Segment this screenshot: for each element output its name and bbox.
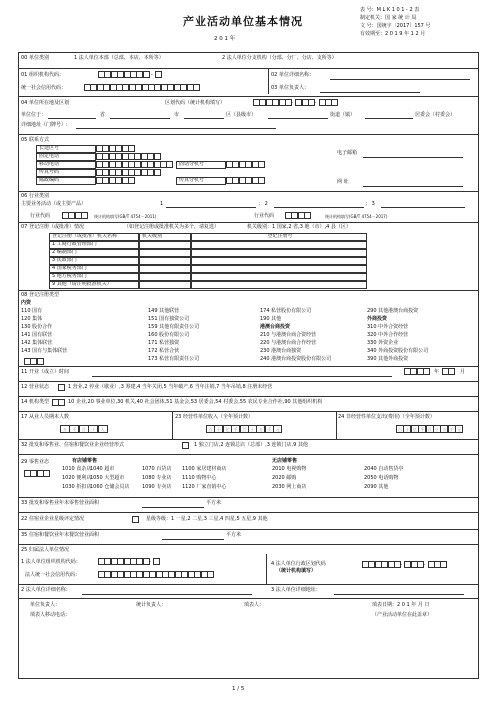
- document-number: 文 号：国统字〔2017〕157 号: [360, 23, 431, 29]
- credit-code-label: 统一社会信用代码：: [21, 85, 67, 91]
- fax-ext-boxes[interactable]: [226, 177, 264, 185]
- mobile-boxes[interactable]: [96, 161, 173, 169]
- reg-type-item: 149 其他联营: [148, 308, 180, 314]
- start-year-boxes[interactable]: [404, 368, 430, 376]
- reg-row-authority: 9 其他（请注明批准机关）: [49, 281, 139, 289]
- retail-format-item: 1020 便利店: [62, 475, 92, 481]
- hotel-rating-options: 星级等级：1 一星,2 二星,3 三星,4 四星,5 五星,9 其他: [146, 516, 268, 522]
- reg-type-item: 141 国有联营: [21, 332, 53, 338]
- city-field[interactable]: [110, 118, 170, 119]
- website-field[interactable]: [363, 186, 463, 187]
- operating-status-options: 1 营业,2 停业（歇业）,3 筹建,4 当年关闭,5 当年破产,6 当年注销,7 当年吊销,8 注册未经营: [68, 384, 273, 390]
- district-field[interactable]: [184, 118, 224, 119]
- retail-format-item: 1060 仓储会员店: [90, 484, 130, 490]
- reg-type-item: 外商投资: [367, 316, 388, 322]
- digit-box[interactable]: 人: [98, 425, 108, 433]
- retail-format-item: 2010 电视购物: [272, 466, 307, 472]
- activity-1-field[interactable]: [166, 207, 256, 208]
- retail-format-item: 1080 专业店: [142, 475, 172, 481]
- province-field[interactable]: [48, 118, 96, 119]
- reg-type-item: 143 国有与集体联营: [21, 348, 68, 354]
- org-code-boxes[interactable]: -: [98, 71, 161, 79]
- filler-mobile: 填表人移动电话：: [30, 612, 71, 618]
- parent-division-note: （统计机构填写）: [276, 568, 317, 574]
- reg-type-item: 内资: [21, 300, 32, 306]
- activity-2-label: ； 2: [258, 201, 268, 207]
- digit-box[interactable]: 亿: [223, 425, 232, 433]
- activity-3-field[interactable]: [381, 207, 465, 208]
- unit-category-option-2[interactable]: 2 法人单位分支机构（分部、分厂、分店、支所等）: [222, 55, 337, 61]
- org-type-boxes[interactable]: [52, 399, 65, 407]
- committee-field[interactable]: [365, 118, 413, 119]
- reg-row-level[interactable]: [139, 241, 191, 249]
- reg-type-item: 174 私营股份有限公司: [260, 308, 312, 314]
- retail-format-item: 1040 超市: [90, 466, 115, 472]
- digit-box[interactable]: 十: [435, 427, 440, 432]
- reg-type-item: 159 其他有限责任公司: [148, 324, 200, 330]
- industry-code-label: 行业代码: [30, 213, 51, 219]
- retail-format-item: 2040 自动售货亭: [364, 466, 404, 472]
- activity-2-field[interactable]: [274, 207, 364, 208]
- area-code-label: 长途区号: [36, 145, 96, 153]
- mobile-label: 移动电话: [36, 161, 96, 169]
- reg-type-item: 120 集体: [21, 316, 43, 322]
- division-code-label: 区划代码（统计机构填写）: [165, 100, 226, 106]
- employees-label: 17 从业人员期末人数: [21, 414, 69, 420]
- digit-box[interactable]: 十: [88, 425, 98, 433]
- industry-code-2017-note: 统计机构填写(GB/T 4754－2017): [325, 214, 388, 219]
- digit-box[interactable]: 万: [442, 427, 447, 432]
- digit-box[interactable]: 千: [420, 427, 425, 432]
- digit-box[interactable]: 亿: [412, 427, 417, 432]
- retail-format-item: 2030 网上商店: [272, 484, 307, 490]
- reg-type-item: 230 港澳台商独资: [260, 348, 302, 354]
- reg-type-item: 港澳台商投资: [260, 324, 291, 330]
- city-label: 市: [174, 112, 180, 118]
- reg-row-number[interactable]: [191, 257, 367, 265]
- retail-format-item: 2050 电话购物: [364, 475, 399, 481]
- retail-format-item: 1100 家居建材商店: [182, 466, 227, 472]
- activity-1-label: 1: [160, 201, 164, 207]
- digit-box[interactable]: 千: [449, 427, 454, 432]
- digit-box[interactable]: 千: [265, 425, 274, 433]
- parent-credit-code-label: 法人统一社会信用代码：: [25, 572, 81, 578]
- digit-box[interactable]: 十: [214, 425, 223, 433]
- parent-credit-code-boxes[interactable]: [98, 571, 213, 579]
- email-field[interactable]: [363, 157, 463, 158]
- website-label: 网 址: [337, 179, 349, 185]
- industry-code-2017-boxes[interactable]: [285, 212, 311, 220]
- digit-box[interactable]: 元: [273, 425, 282, 433]
- reg-type-item: 310 中外合资经营: [367, 324, 409, 330]
- org-type-label: 14 机构类型: [21, 399, 49, 405]
- digit-box[interactable]: 百: [398, 427, 402, 432]
- industry-code-note: 统计机构填写(GB/T 4754－2011): [94, 214, 157, 219]
- operating-status-box[interactable]: [58, 384, 64, 392]
- reg-row-level[interactable]: [139, 265, 191, 273]
- reg-row-authority: 2 编制部门: [49, 249, 139, 257]
- revenue-boxes[interactable]: [206, 425, 282, 433]
- division-code-boxes[interactable]: - -: [253, 99, 338, 107]
- reg-row-number[interactable]: [191, 265, 367, 273]
- parent-address-label: 3 法人单位详细地址：: [271, 587, 321, 593]
- digit-box[interactable]: 十: [405, 427, 410, 432]
- issuing-authority: 制定机关：国 家 统 计 局: [360, 15, 417, 21]
- reg-type-item: 110 国有: [21, 308, 43, 314]
- committee-label: 居委会（村委会）: [415, 112, 456, 118]
- expense-boxes[interactable]: [396, 425, 463, 433]
- reg-type-item: 320 中外合作经营: [367, 332, 409, 338]
- landline-ext-boxes[interactable]: [226, 161, 264, 169]
- retail-format-item: 2090 其他: [364, 484, 389, 490]
- industry-code-boxes[interactable]: [62, 212, 88, 220]
- reg-row-level[interactable]: [139, 273, 191, 281]
- retail-format-boxes[interactable]: [24, 470, 50, 478]
- registration-note: （如登记注册或批准机关为多个，请复选）: [124, 224, 220, 230]
- reg-row-number[interactable]: [191, 241, 367, 249]
- detail-address-label: 详细地址（门牌号）:: [21, 122, 68, 128]
- reg-type-item: 330 外资企业: [367, 340, 399, 346]
- reg-type-item: 220 与港澳台商合作经营: [260, 340, 317, 346]
- unit-category-option-1[interactable]: 1 法人单位本部（总部、本店、本所等）: [74, 55, 164, 61]
- reg-type-item: 130 股份合作: [21, 324, 53, 330]
- retail-area-unit: 平方米: [206, 500, 222, 506]
- unit-category-label: 00 单位类别: [21, 55, 49, 61]
- unit-head-label: 03 单位负责人：: [271, 85, 309, 91]
- revenue-label: 23 经营性单位收入（全年预计数）: [175, 414, 253, 420]
- reg-row-authority: 5 地方税务部门: [49, 273, 139, 281]
- industry-code-2017-label: 行业代码: [254, 213, 275, 219]
- fax-label: 传真号码: [36, 169, 96, 177]
- reg-type-item: 151 国有独资公司: [148, 316, 190, 322]
- reg-type-item: 240 港澳台商投资股份有限公司: [260, 356, 332, 362]
- unit-head-sign: 单位负责人：: [30, 602, 61, 608]
- org-code-label: 01 组织机构代码：: [21, 72, 64, 78]
- digit-box[interactable]: 千: [231, 425, 240, 433]
- form-number: 表 号：M L K 1 0 1 - 2 表: [360, 7, 420, 13]
- located-in-label: 单位位于：: [21, 112, 47, 118]
- email-label: 电子邮箱: [337, 150, 358, 156]
- reg-row-number[interactable]: [191, 273, 367, 281]
- parent-address-field[interactable]: [334, 594, 464, 595]
- parent-org-code-boxes[interactable]: -: [98, 558, 160, 566]
- retail-format-item: 1050 大型超市: [90, 475, 125, 481]
- digit-box[interactable]: 百: [427, 427, 432, 432]
- reg-row-number[interactable]: [191, 249, 367, 257]
- operating-status-label: 12 营业状态: [21, 384, 49, 390]
- area-code-boxes[interactable]: [96, 145, 134, 153]
- start-month-boxes[interactable]: [442, 368, 455, 376]
- reg-type-item: 172 私营合伙: [148, 348, 180, 354]
- reg-col-authority: 登记注册（或批准）机关名称: [49, 233, 139, 241]
- seal-note: （产业活动单位在此盖章）: [372, 612, 433, 618]
- reg-row-level[interactable]: [139, 257, 191, 265]
- fax-boxes[interactable]: [96, 169, 160, 177]
- retail-area-field[interactable]: [142, 507, 204, 508]
- province-label: 省: [100, 112, 106, 118]
- activity-3-label: ； 3: [365, 201, 375, 207]
- business-form-box[interactable]: [182, 442, 188, 450]
- retail-format-item: 2020 邮购: [272, 475, 297, 481]
- unit-name-field[interactable]: [330, 79, 470, 80]
- hotel-rating-label: 22 住宿业企业星级评定情况: [21, 516, 84, 522]
- retail-area-label: 33 批发和零售业年末零售营业面积: [21, 500, 99, 506]
- postcode-boxes[interactable]: [96, 177, 134, 185]
- detail-address-field[interactable]: [76, 128, 276, 129]
- hotel-rating-box[interactable]: [132, 516, 138, 524]
- digit-box[interactable]: 十: [248, 425, 257, 433]
- start-time-label: 11 开业（成立）时间: [21, 369, 69, 375]
- parent-unit-label: 25 归属法人单位情况: [21, 547, 69, 553]
- retail-format-item: 1120 厂家直销中心: [182, 484, 227, 490]
- retail-format-item: 1090 专卖店: [142, 484, 172, 490]
- street-field[interactable]: [268, 118, 328, 119]
- reg-row-level[interactable]: [139, 281, 191, 289]
- digit-box[interactable]: 万: [256, 425, 265, 433]
- employees-boxes[interactable]: [60, 425, 107, 433]
- reg-type-item: 171 私营独资: [148, 340, 180, 346]
- reg-row-level[interactable]: [139, 249, 191, 257]
- industry-label: 06 行业类别: [21, 193, 49, 199]
- credit-code-boxes[interactable]: [84, 84, 199, 92]
- authority-level-note: 机关级别：1 国家,2 省,3 地（市）,4 县（区）: [247, 224, 351, 230]
- org-type-options: 10 企业,20 事业单位,30 机关,40 社会团体,51 基金会,53 居委会,54 村委会,55 农民专业合作社,90 其他组织机构: [68, 399, 323, 405]
- expense-label: 24 非经营性单位支出(费用)（全年预计数）: [338, 414, 435, 420]
- reg-row-authority: 4 国家税务部门: [49, 265, 139, 273]
- reg-type-label: 08 登记注册类型: [21, 292, 59, 298]
- reg-row-number[interactable]: [191, 281, 367, 289]
- year-label: 年: [434, 369, 440, 375]
- store-retail-heading: 有店铺零售: [72, 458, 98, 464]
- reg-type-boxes[interactable]: [24, 358, 43, 366]
- unit-name-label: 02 单位详细名称：: [271, 72, 314, 78]
- business-form-options: 1 独立门店,2 连锁总店（总部）,3 连锁门店,9 其他: [194, 442, 308, 448]
- landline-label: 固定电话: [36, 153, 96, 161]
- retail-format-item: 1010 食杂店: [62, 466, 92, 472]
- landline-ext-label: 固话分机号: [176, 161, 226, 169]
- reg-col-number: 登记注册号: [191, 233, 367, 241]
- reg-row-authority: 1 工商行政管理部门: [49, 241, 139, 249]
- digit-box[interactable]: 百: [206, 425, 215, 433]
- registration-label: 07 登记注册（或批准）情况: [21, 224, 84, 230]
- reg-type-item: 390 其他外商投资: [367, 356, 409, 362]
- retail-format-item: 1070 百货店: [142, 466, 172, 472]
- reg-row-authority: 3 民政部门: [49, 257, 139, 265]
- retail-format-item: 1110 购物中心: [182, 475, 217, 481]
- digit-box[interactable]: 万: [60, 425, 70, 433]
- district-label: 区（县级市）: [226, 112, 257, 118]
- reg-type-item: 173 私营有限责任公司: [148, 356, 200, 362]
- digit-box[interactable]: 千: [69, 425, 79, 433]
- form-title: 产业活动单位基本情况: [183, 15, 303, 28]
- stat-head-sign: 统计负责人：: [136, 602, 167, 608]
- digit-box[interactable]: 百: [240, 425, 249, 433]
- nonstore-retail-heading: 无店铺零售: [272, 458, 298, 464]
- parent-division-label: 4 法人单位行政区划代码: [271, 561, 326, 567]
- postcode-label: 邮政编码: [36, 177, 96, 185]
- start-time-line: [92, 376, 392, 377]
- digit-box[interactable]: 元: [457, 427, 462, 432]
- fill-date: 填表日期：2 0 1 年 月 日: [372, 602, 430, 608]
- catering-area-field[interactable]: [162, 539, 224, 540]
- form-year: 2 0 1 年: [214, 36, 236, 42]
- contact-label: 05 联系方式: [21, 137, 49, 143]
- main-activity-label: 主要业务活动（或主要产品）: [21, 201, 87, 207]
- parent-name-field[interactable]: [82, 594, 252, 595]
- location-label: 04 单位所在地及区划: [21, 100, 69, 106]
- reg-type-item: 340 外商投资股份有限公司: [367, 348, 429, 354]
- catering-area-label: 35 住宿和餐饮业年末餐饮营业面积: [21, 532, 99, 538]
- page-number: 1 / 5: [232, 686, 245, 692]
- valid-until: 有效期至：2 0 1 9 年 1 2 月: [360, 31, 426, 37]
- business-form-label: 32 批发和零售业、住宿和餐饮业企业经营形式: [21, 442, 124, 448]
- reg-type-item: 160 股份有限公司: [148, 332, 190, 338]
- reg-type-item: 142 集体联营: [21, 340, 53, 346]
- unit-head-field[interactable]: [320, 92, 420, 93]
- digit-box[interactable]: 百: [79, 425, 89, 433]
- reg-type-item: 290 其他港澳台商投资: [367, 308, 419, 314]
- reg-type-item: 210 与港澳台商合资经营: [260, 332, 317, 338]
- parent-name-label: 2 法人单位详细名称：: [21, 587, 71, 593]
- reg-type-item: 190 其他: [260, 316, 282, 322]
- catering-area-unit: 平方米: [226, 532, 242, 538]
- parent-division-boxes[interactable]: - -: [362, 561, 447, 569]
- street-label: 街道（镇）: [330, 112, 356, 118]
- month-label: 月: [460, 369, 466, 375]
- filler-sign: 填表人：: [244, 602, 265, 608]
- retail-format-item: 1030 折扣店: [62, 484, 92, 490]
- parent-org-code-label: 1 法人单位组织机构代码：: [21, 559, 81, 565]
- fax-ext-label: 传真分机号: [176, 177, 226, 185]
- reg-col-level: 机关级别: [139, 233, 191, 241]
- landline-boxes[interactable]: [96, 153, 160, 161]
- retail-format-label: 29 零售业态: [21, 459, 49, 465]
